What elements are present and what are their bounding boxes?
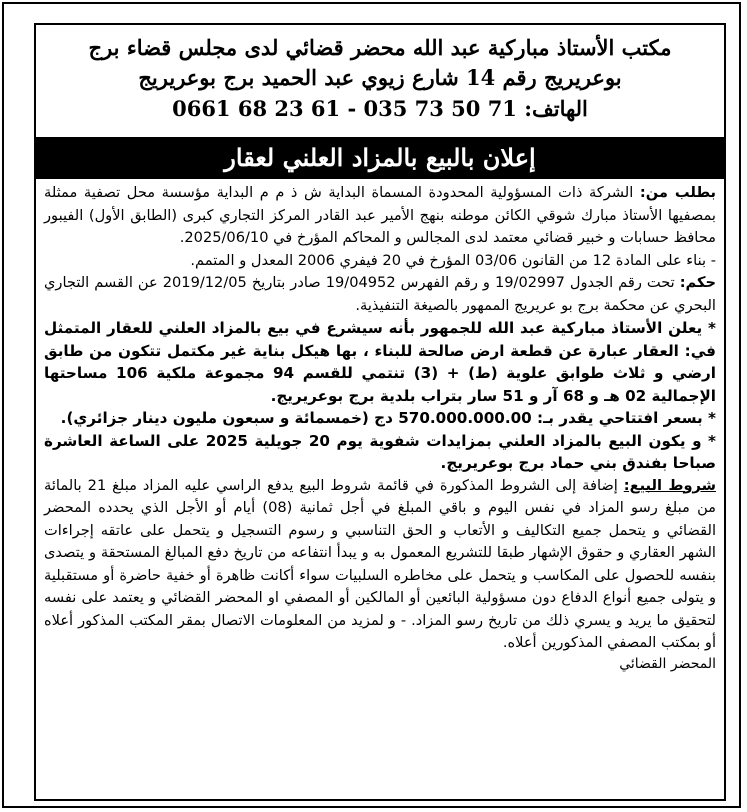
announcement-body [36, 179, 724, 655]
office-name: مكتب الأستاذ مباركية عبد الله محضر قضائي لدى مجلس قضاء برج [88, 35, 672, 60]
auction-date-paragraph: * و يكون البيع بالمزاد العلني بمزايدات شفوية يوم 20 جويلية 2025 على الساعة العاشرة صباحا بفندق بني حماد برج بوعريريج. [44, 431, 716, 472]
signature-label: المحضر القضائي [619, 655, 716, 672]
judgment-text: تحت رقم الجدول 19/02997 و رقم الفهرس 19/04952 صادر بتاريخ 2019/12/05 عن القسم التجاري البحري عن محكمة برج بو عريريج الممهور بالصيغة التنفيذية. [44, 274, 716, 314]
signature-row [36, 653, 724, 675]
office-header [36, 25, 724, 137]
phone-label: الهاتف: [524, 96, 588, 121]
office-phone [36, 93, 724, 125]
requester-paragraph [44, 182, 716, 250]
requester-text: الشركة ذات المسؤولية المحدودة المسماة البداية ش ذ م م البداية مؤسسة محل تصفية ممثلة بمصفيها الأستاذ مبارك شوقي الكائن موطنه بنهج الأمير عبد القادر المركز التجاري كبرى (الطابق الأول) الفيبور محافظ حسابات و خبير قضائي معتمد لدى المجالس و المحاكم المؤرخ في 2025/06/10. [44, 184, 716, 246]
sale-conditions-paragraph [44, 475, 716, 655]
announcement-title: إعلان بالبيع بالمزاد العلني لعقار [36, 137, 724, 179]
opening-price-paragraph: * بسعر افتتاحي يقدر بـ: 570.000.000.00 دج (خمسمائة و سبعون مليون دينار جزائري). [60, 409, 716, 427]
sale-conditions-text: إضافة إلى الشروط المذكورة في قائمة شروط البيع يدفع الراسي عليه المزاد مبلغ 21 بالمائة من مبلغ رسو المزاد في نفس اليوم و باقي المبلغ في أجل ثمانية (08) أيام أو الأجل الذي يحدده المحضر القضائي و يتحمل جميع التكاليف و الأتعاب و الحق التناسبي و رسوم التسجيل و يتحمل على عاتقه إجراءات الشهر العقاري و حقوق الإشهار طبقا للتشريع المعمول به و يبدأ انتفاعه من تاريخ دفع المبالغ المستحقة و يتصدى بنفسه للحصول على المكاسب و يتحمل على مخاطره السلبيات سواء أكانت ظاهرة أو خفية حاضرة أو مستقبلية و يتولى جميع أنواع الدفاع دون مسؤولية البائعين أو المالكين أو المصفي او المحضر القضائي و يعتمد على نفسه لتحقيق ما يريد و يسري ذلك من تاريخ رسو المزاد. - و لمزيد من المعلومات الاتصال بمقر المكتب المذكور أعلاه أو بمكتب المصفي المذكورين أعلاه. [44, 476, 716, 651]
phone-numbers: 0661 68 23 61 - 035 73 50 71 [172, 96, 517, 121]
property-paragraph: * يعلن الأستاذ مباركية عبد الله للجمهور بأنه سيشرع في بيع بالمزاد العلني للعقار المتمثل في: العقار عبارة عن قطعة ارض صالحة للبناء ، بها هيكل بناية غير مكتمل تتكون من طابق ارضي و ثلاث طوابق علوية (ط) + (3) تنتمي للقسم 94 مجموعة ملكية 106 مساحتها الإجمالية 02 هـ و 68 آر و 51 سار بتراب بلدية برج بوعريريج. [44, 319, 716, 405]
advertisement-box [34, 23, 726, 801]
judgment-label: حكم: [679, 274, 716, 291]
judgment-paragraph [44, 272, 716, 317]
sale-conditions-label: شروط البيع: [623, 476, 716, 494]
requester-label: بطلب من: [639, 184, 717, 201]
advertisement-frame [2, 2, 741, 808]
legal-basis-paragraph: - بناء على المادة 12 من القانون 03/06 المؤرخ في 20 فيفري 2006 المعدل و المتمم. [190, 251, 716, 269]
office-address: بوعريريج رقم 14 شارع زيوي عبد الحميد برج بوعريريج [138, 65, 622, 90]
